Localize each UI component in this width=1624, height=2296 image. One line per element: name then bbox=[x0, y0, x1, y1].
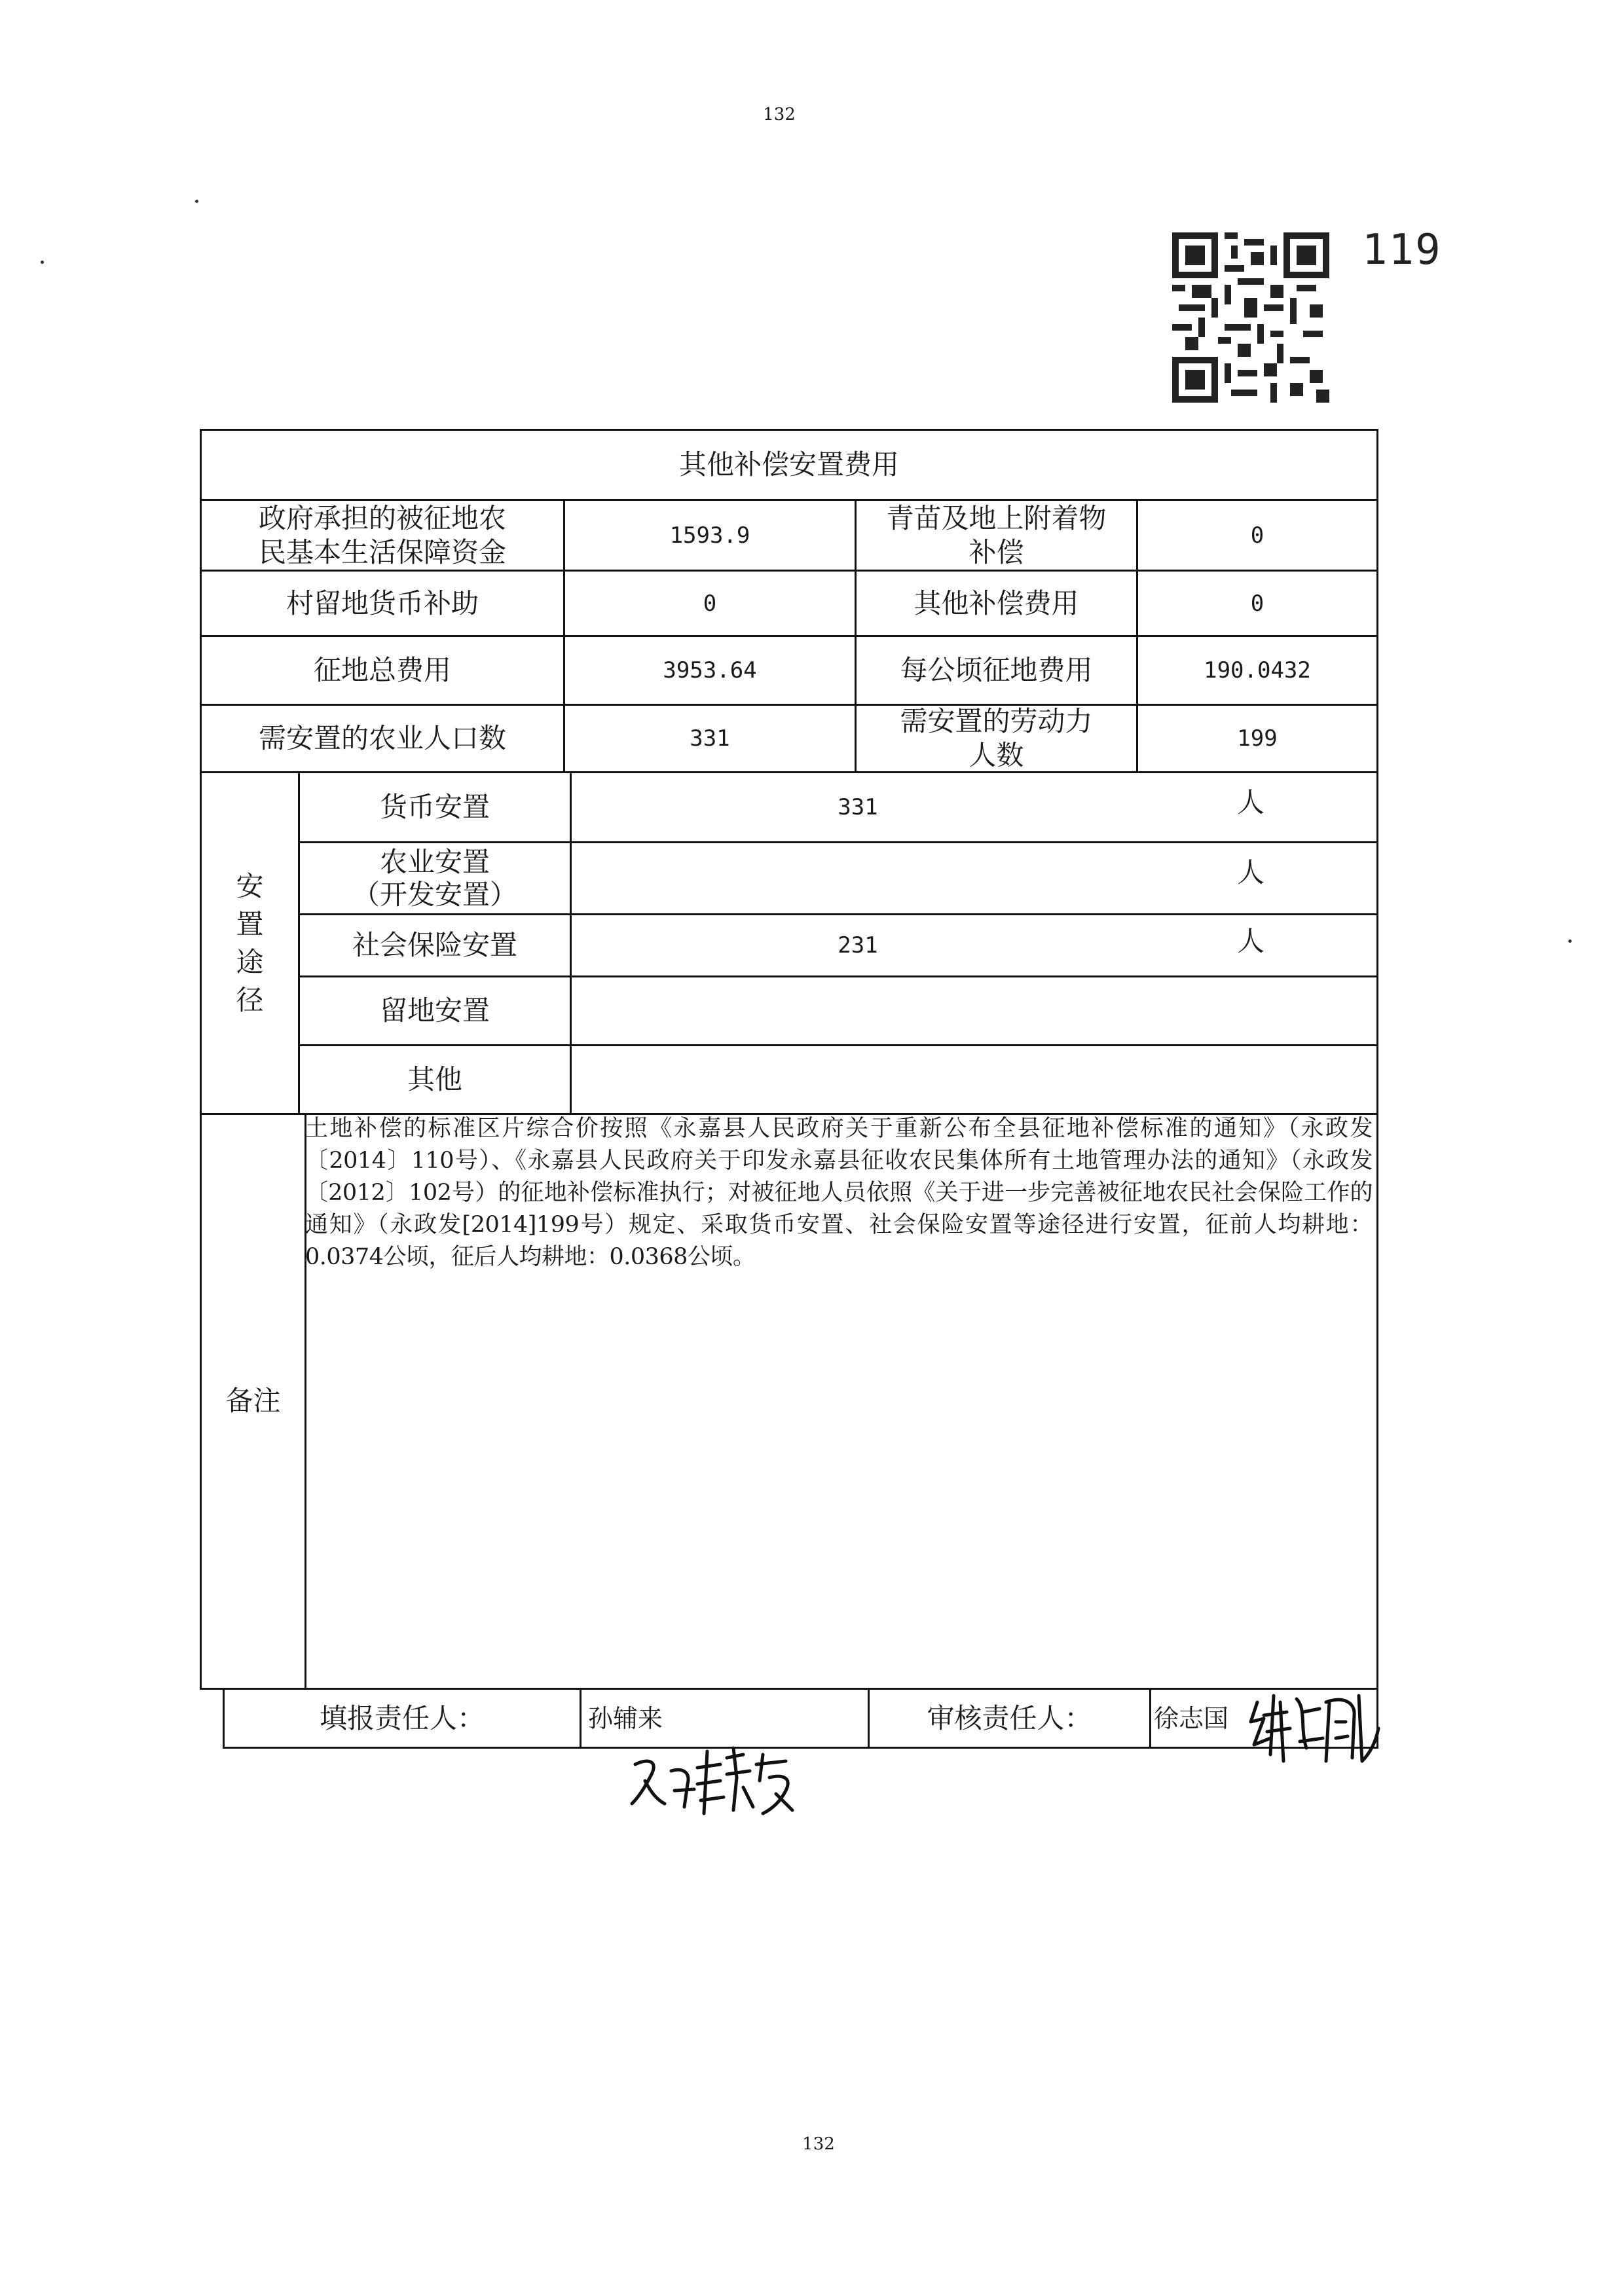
label-village-land-subsidy: 村留地货币补助 bbox=[286, 587, 479, 619]
filler-name: 孙辅来 bbox=[588, 1704, 663, 1733]
filler-label: 填报责任人： bbox=[319, 1702, 485, 1734]
table-title: 其他补偿安置费用 bbox=[678, 448, 899, 481]
reviewer-label: 审核责任人： bbox=[927, 1702, 1092, 1734]
value-agri-population: 331 bbox=[690, 725, 730, 752]
unit-social-insurance-resettlement: 人 bbox=[1236, 925, 1264, 957]
reviewer-signature bbox=[1244, 1683, 1388, 1774]
value-social-insurance-resettlement: 231 bbox=[838, 932, 878, 958]
label-total-cost: 征地总费用 bbox=[313, 654, 451, 686]
label-agri-resettlement: 农业安置 （开发安置） bbox=[352, 845, 517, 911]
scan-speck bbox=[41, 261, 44, 264]
reviewer-name: 徐志国 bbox=[1154, 1704, 1229, 1733]
qr-code-icon bbox=[1172, 232, 1329, 403]
value-monetary-resettlement: 331 bbox=[838, 794, 878, 820]
value-crops-attachments: 0 bbox=[1250, 522, 1264, 549]
label-govt-security-fund: 政府承担的被征地农 民基本生活保障资金 bbox=[258, 501, 506, 568]
value-other-resettlement bbox=[720, 1046, 995, 1113]
unit-monetary-resettlement: 人 bbox=[1236, 786, 1264, 818]
value-total-cost: 3953.64 bbox=[663, 657, 757, 683]
label-labor-count: 需安置的劳动力 人数 bbox=[900, 705, 1093, 771]
label-crops-attachments: 青苗及地上附着物 补偿 bbox=[886, 501, 1107, 568]
value-govt-security-fund: 1593.9 bbox=[669, 522, 750, 549]
value-agri-resettlement bbox=[720, 843, 995, 913]
filler-signature bbox=[629, 1738, 812, 1823]
label-other-compensation: 其他补偿费用 bbox=[913, 587, 1079, 619]
value-reserved-land-resettlement bbox=[720, 977, 995, 1044]
value-cost-per-hectare: 190.0432 bbox=[1204, 657, 1311, 683]
label-cost-per-hectare: 每公顷征地费用 bbox=[900, 654, 1093, 686]
unit-agri-resettlement: 人 bbox=[1236, 856, 1264, 888]
remarks-label: 备注 bbox=[225, 1385, 281, 1417]
value-village-land-subsidy: 0 bbox=[703, 590, 717, 617]
label-other-resettlement: 其他 bbox=[407, 1063, 462, 1095]
label-social-insurance-resettlement: 社会保险安置 bbox=[352, 929, 517, 961]
label-reserved-land-resettlement: 留地安置 bbox=[379, 994, 490, 1027]
value-other-compensation: 0 bbox=[1250, 590, 1264, 617]
label-monetary-resettlement: 货币安置 bbox=[379, 791, 490, 823]
resettlement-group-label: 安 置 途 径 bbox=[236, 869, 264, 1016]
page-number-bottom: 132 bbox=[802, 2134, 835, 2154]
scan-speck bbox=[195, 200, 198, 203]
label-agri-population: 需安置的农业人口数 bbox=[258, 722, 506, 754]
page-number-top: 132 bbox=[763, 105, 796, 124]
remarks-text: 土地补偿的标准区片综合价按照《永嘉县人民政府关于重新公布全县征地补偿标准的通知》（永政发〔2014〕110号）、《永嘉县人民政府关于印发永嘉县征收农民集体所有土地管理办法的通知》（永政发〔2012〕102号）的征地补偿标准执行；对被征地人员依照《关于进一步完善被征地农民社会保险工作的通知》（永政发[2014]199号）规定、采取货币安置、社会保险安置等途径进行安置，征前人均耕地：0.0374公顷，征后人均耕地：0.0368公顷。 bbox=[305, 1116, 1373, 1270]
value-labor-count: 199 bbox=[1237, 725, 1278, 752]
scan-speck bbox=[1568, 939, 1572, 943]
stamp-number: 119 bbox=[1362, 226, 1442, 274]
